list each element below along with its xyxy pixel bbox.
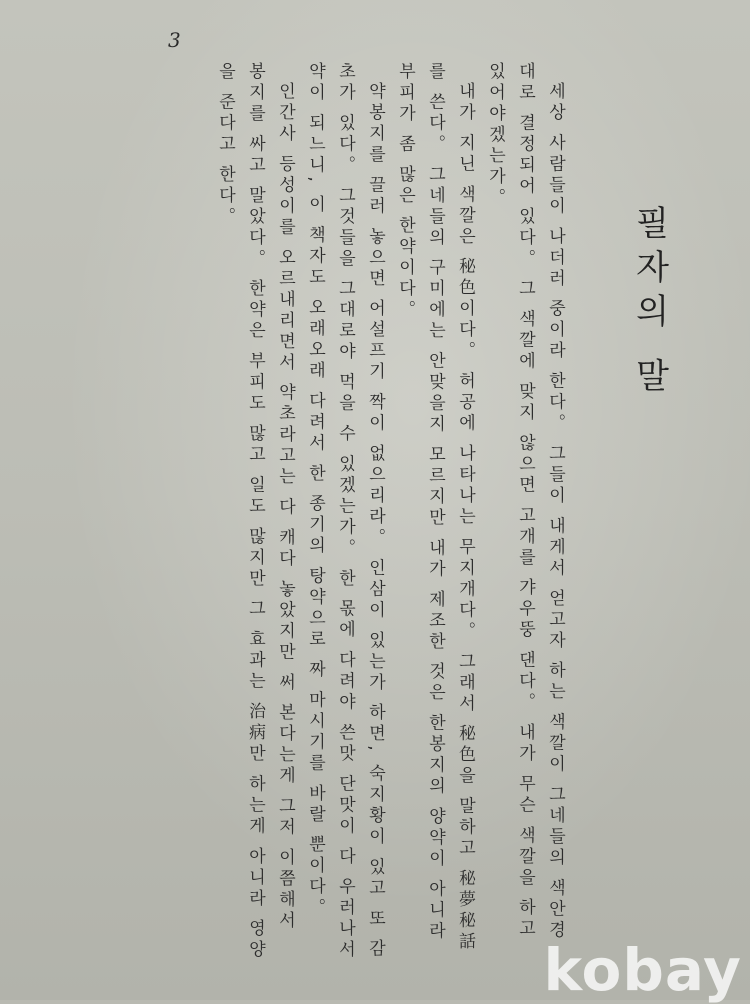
paragraph: 세상 사람들이 나더러 중이라 한다。 그들이 내게서 얻고자 하는 색깔이 그네들의 색안경대로 결정되어 있다。 그 색깔에 맞지 않으면 고개를 갸우뚱 댄다。 내가 무슨 색깔을 하고 있어야겠는가。 [485,62,565,942]
paragraph: 인간사 등성이를 오르내리면서 약초라고는 다 캐다 놓았지만 써 본다는게 그저 이쯤해서 봉지를 싸고 말았다。 한약은 부피도 많고 일도 많지만 그 효과는 治病만 하는게 아니라 영양을 준다고 한다。 [215,62,295,962]
body-text [150,62,570,962]
watermark-logo: kobay [543,936,742,1004]
chapter-title: 필자의 말 [629,205,669,402]
paragraph: 내가 지닌 색깔은 秘色이다。 허공에 나타나는 무지개다。 그래서 秘色을 말하고 秘夢秘話를 쓴다。 그네들의 구미에는 안맞을지 모르지만 내가 제조한 것은 한봉지의 양약이 아니라 부피가 좀 많은 한약이다。 [395,62,475,954]
page-number: 3 [168,28,181,52]
paragraph: 약봉지를 끌러 놓으면 어설프기 짝이 없으리라。 인삼이 있는가 하면, 숙지황이 있고 또 감초가 있다。 그것들을 그대로야 먹을 수 있겠는가。 한 몫에 다려야 쓴맛 단맛이 다 우러나서 약이 되느니, 이 책자도 오래오래 다려서 한 종기의 탕약으로 짜 마시기를 바랄 뿐이다。 [305,62,385,962]
